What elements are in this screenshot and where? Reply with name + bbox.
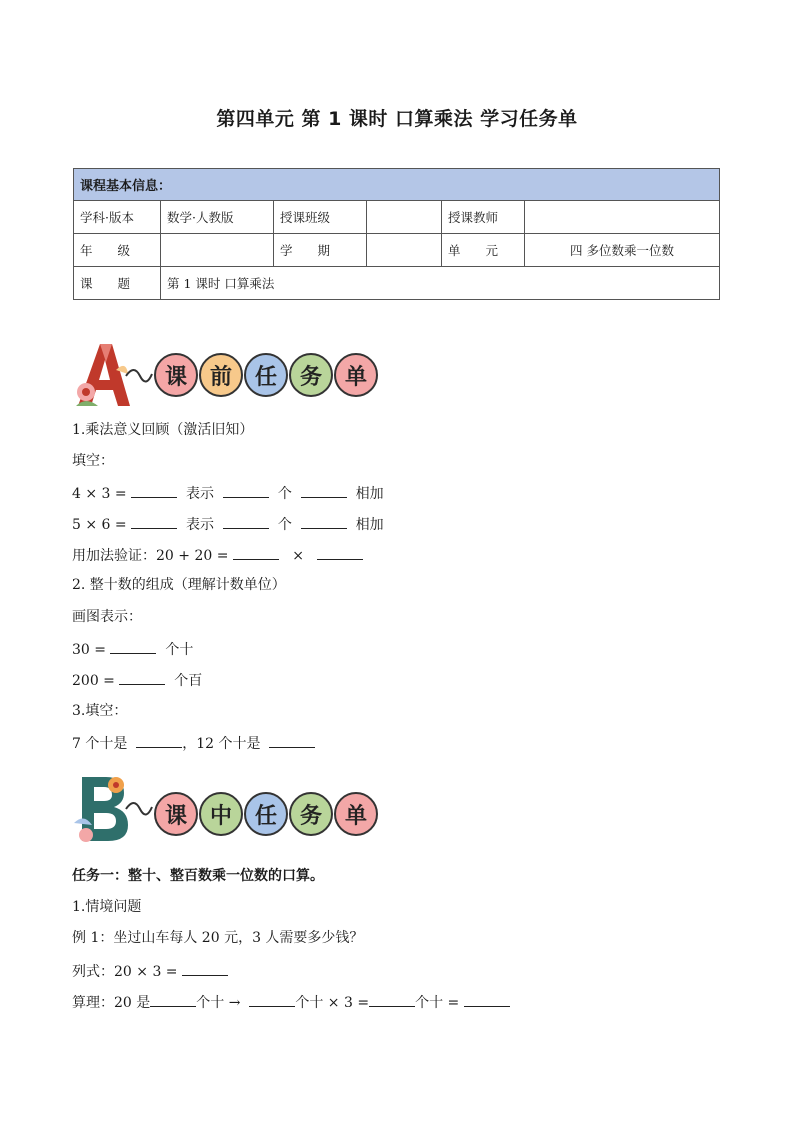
- exercise-line: 用加法验证：20 + 20 = ×: [72, 545, 363, 565]
- item-1-heading: 1.乘法意义回顾（激活旧知）: [72, 422, 254, 438]
- answer-blank[interactable]: [301, 483, 347, 498]
- pre-class-task-banner: [72, 340, 392, 410]
- cell-subject-label: 学科·版本: [74, 201, 161, 234]
- cell-teacher-label: 授课教师: [442, 201, 525, 234]
- cell-class-label: 授课班级: [274, 201, 367, 234]
- page-title: 第四单元 第 1 课时 口算乘法 学习任务单: [216, 108, 578, 130]
- answer-blank[interactable]: [150, 992, 196, 1007]
- cell-subject-value: 数学·人教版: [161, 201, 274, 234]
- cell-grade-label: 年 级: [74, 234, 161, 267]
- cell-class-value: [367, 201, 442, 234]
- bead-1: 课: [154, 353, 198, 397]
- bead-2: 中: [199, 792, 243, 836]
- table-row: [74, 234, 720, 267]
- answer-blank[interactable]: [182, 961, 228, 976]
- cell-topic-value: 第 1 课时 口算乘法: [161, 267, 720, 300]
- letter-a-icon: [72, 340, 132, 410]
- table-row: [74, 267, 720, 300]
- bead-4: 务: [289, 792, 333, 836]
- exercise-line: 算理：20 是 个十 → 个十 × 3 = 个十 =: [72, 992, 510, 1012]
- bead-4: 务: [289, 353, 333, 397]
- bead-5: 单: [334, 353, 378, 397]
- cell-term-label: 学 期: [274, 234, 367, 267]
- task-1-heading: 任务一：整十、整百数乘一位数的口算。: [72, 868, 324, 884]
- cell-topic-label: 课 题: [74, 267, 161, 300]
- draw-label: 画图表示：: [72, 609, 142, 625]
- answer-blank[interactable]: [233, 545, 279, 560]
- answer-blank[interactable]: [223, 514, 269, 529]
- bead-5: 单: [334, 792, 378, 836]
- cell-unit-label: 单 元: [442, 234, 525, 267]
- answer-blank[interactable]: [249, 992, 295, 1007]
- answer-blank[interactable]: [464, 992, 510, 1007]
- answer-blank[interactable]: [119, 670, 165, 685]
- cell-grade-value: [161, 234, 274, 267]
- bead-2: 前: [199, 353, 243, 397]
- string-icon: [124, 360, 154, 390]
- cell-term-value: [367, 234, 442, 267]
- answer-blank[interactable]: [301, 514, 347, 529]
- fill-label: 填空：: [72, 453, 114, 469]
- item-2-heading: 2. 整十数的组成（理解计数单位）: [72, 577, 286, 593]
- answer-blank[interactable]: [131, 483, 177, 498]
- exercise-line: 200 = 个百: [72, 670, 202, 690]
- answer-blank[interactable]: [369, 992, 415, 1007]
- table-row: [74, 201, 720, 234]
- situation-heading: 1.情境问题: [72, 899, 142, 915]
- cell-unit-value: 四 多位数乘一位数: [525, 234, 720, 267]
- answer-blank[interactable]: [269, 733, 315, 748]
- item-3-heading: 3.填空：: [72, 703, 128, 719]
- table-header: 课程基本信息：: [74, 169, 720, 201]
- in-class-task-banner: [72, 773, 392, 843]
- example-1: 例 1：坐过山车每人 20 元，3 人需要多少钱？: [72, 930, 364, 946]
- answer-blank[interactable]: [110, 639, 156, 654]
- exercise-line: 7 个十是 ，12 个十是: [72, 733, 315, 753]
- bead-1: 课: [154, 792, 198, 836]
- string-icon: [124, 793, 154, 823]
- course-info-table: [73, 168, 720, 300]
- answer-blank[interactable]: [317, 545, 363, 560]
- answer-blank[interactable]: [131, 514, 177, 529]
- cell-teacher-value: [525, 201, 720, 234]
- answer-blank[interactable]: [136, 733, 182, 748]
- exercise-line: 30 = 个十: [72, 639, 193, 659]
- answer-blank[interactable]: [223, 483, 269, 498]
- letter-b-icon: [72, 773, 132, 843]
- bead-3: 任: [244, 353, 288, 397]
- exercise-line: 4 × 3 = 表示 个 相加: [72, 483, 384, 503]
- bead-3: 任: [244, 792, 288, 836]
- exercise-line: 列式：20 × 3 =: [72, 961, 228, 981]
- exercise-line: 5 × 6 = 表示 个 相加: [72, 514, 384, 534]
